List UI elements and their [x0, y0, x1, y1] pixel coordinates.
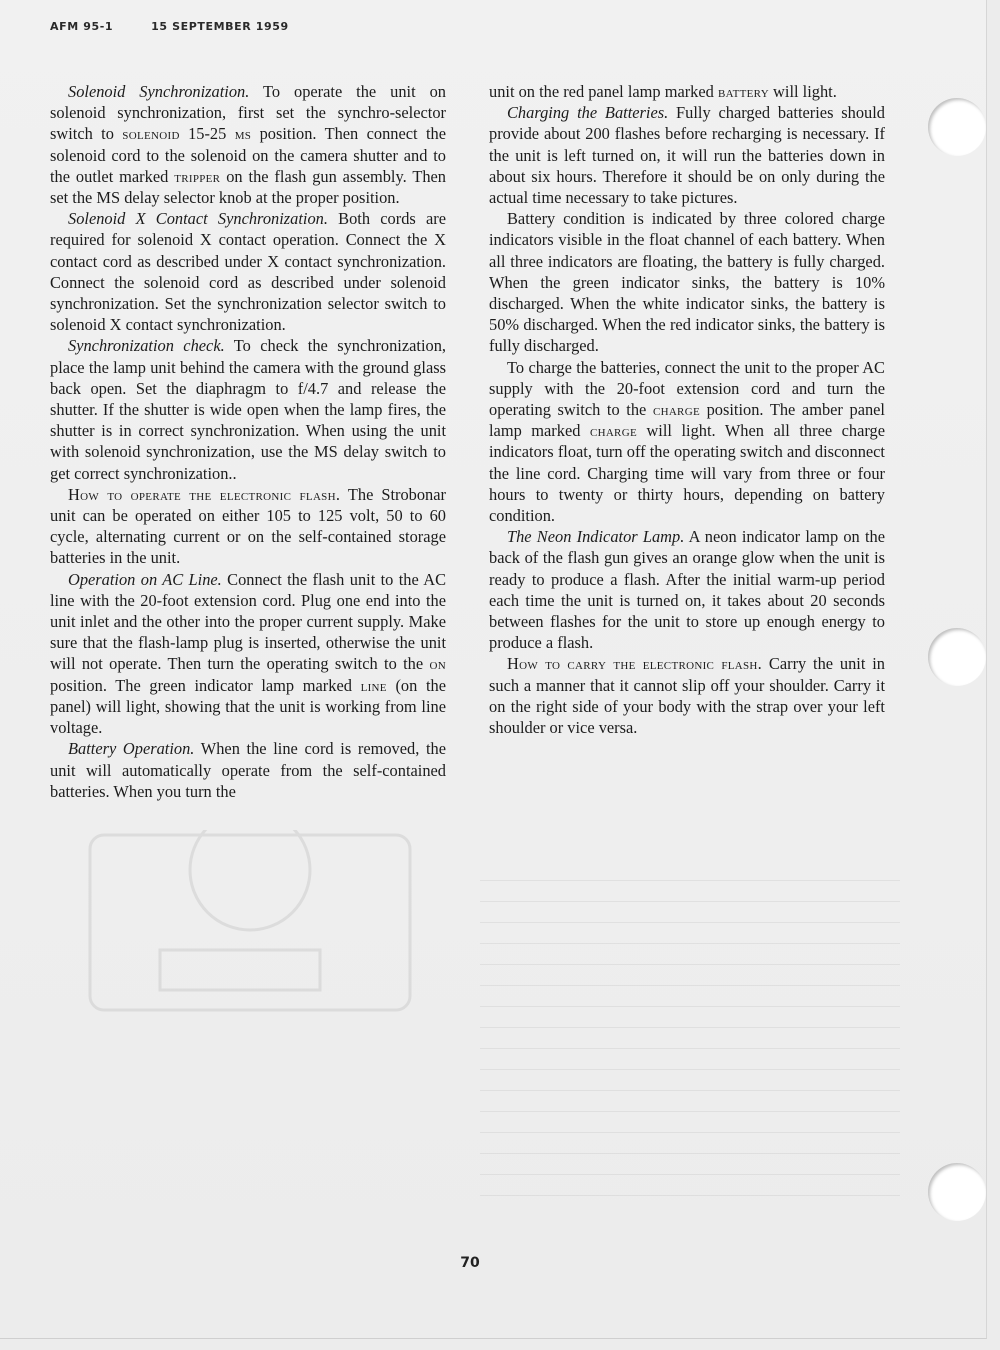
body-text: 15-25: [179, 124, 235, 144]
bleed-through-figure: [60, 830, 440, 1020]
paragraph-battery-continued: [489, 81, 885, 102]
body-text: To charge the batteries, connect the unit to the proper AC supply with the 20-foot extension cord and turn the operating switch to the: [489, 357, 885, 420]
body-text: A neon indicator lamp on the back of the flash gun gives an orange glow when the unit is ready to produce a flash. After the initial warm-up period each time the unit is turned on, it takes about 20 seconds between flashes for the unit to store up enough energy to produce a flash.: [489, 527, 886, 653]
paragraph-solenoid-x-contact: [50, 208, 446, 335]
small-caps-term: battery: [717, 82, 769, 101]
small-caps-term: line: [360, 675, 387, 695]
paragraph-battery-operation: [50, 738, 446, 802]
run-in-heading: How to operate the electronic flash.: [68, 484, 341, 504]
paragraph-ac-line: [50, 569, 446, 739]
paragraph-how-to-carry: [489, 653, 885, 738]
body-text: will light. When all three charge indicators float, turn off the operating switch and disconnect the line cord. Charging time will vary from three or four hours to twenty or thirty hours, depending on battery condition.: [489, 421, 885, 526]
running-header: [50, 20, 327, 33]
small-caps-term: solenoid: [122, 124, 180, 144]
small-caps-term: tripper: [174, 166, 221, 186]
paragraph-battery-condition: [489, 208, 885, 356]
run-in-heading: Synchronization check.: [68, 336, 225, 356]
run-in-heading: Solenoid X Contact Synchronization.: [68, 209, 328, 229]
body-text: Connect the flash unit to the AC line with the 20-foot extension cord. Plug one end into the unit inlet and the other into the proper current supply. Make sure that the flash-lamp plug is inserted, otherwise the unit will not operate. Then turn the operating switch to the: [50, 569, 446, 674]
paragraph-neon-lamp: [489, 526, 885, 653]
body-text: position. The amber panel lamp marked: [489, 400, 885, 441]
binder-hole: [928, 628, 986, 686]
left-column: [50, 81, 446, 802]
binder-hole: [928, 1163, 986, 1221]
body-text: Both cords are required for solenoid X contact operation. Connect the X contact cord as described under X contact synchronization. Connect the solenoid cord as described under solenoid synchronization. Set the synchronization selector switch to solenoid X contact synchronization.: [50, 209, 446, 335]
run-in-heading: Operation on AC Line.: [68, 569, 222, 589]
run-in-heading: The Neon Indicator Lamp.: [507, 527, 685, 547]
paragraph-solenoid-sync: [50, 81, 446, 208]
body-text: unit on the red panel lamp marked: [489, 82, 718, 101]
body-text: Battery condition is indicated by three colored charge indicators visible in the float channel of each battery. When all three indicators are floating, the battery is fully charged. When the green indicator sinks, the battery is 10% discharged. When the white indicator sinks, the battery is 50% discharged. When the red indicator sinks, the battery is fully discharged.: [489, 209, 885, 356]
run-in-heading: Charging the Batteries.: [507, 103, 669, 123]
body-text: Carry the unit in such a manner that it cannot slip off your shoulder. Carry it on the right side of your body with the strap over your left shoulder or vice versa.: [489, 654, 885, 738]
small-caps-term: charge: [652, 400, 700, 420]
body-text: position. Then connect the solenoid cord to the solenoid on the camera shutter and to the outlet marked: [50, 124, 446, 186]
manual-number: AFM 95-1: [50, 20, 114, 33]
small-caps-term: ms: [234, 124, 252, 144]
run-in-heading: Battery Operation.: [68, 739, 195, 759]
body-text: When the line cord is removed, the unit will automatically operate from the self-contained batteries. When you turn the: [50, 739, 446, 801]
binder-hole: [928, 98, 986, 156]
header-date: 15 SEPTEMBER 1959: [151, 20, 289, 33]
small-caps-term: charge: [589, 421, 637, 441]
page-number: 70: [460, 1255, 480, 1271]
body-text: (on the panel) will light, showing that the unit is working from line voltage.: [50, 675, 446, 738]
body-text: on the flash gun assembly. Then set the MS delay selector knob at the proper position.: [50, 166, 446, 208]
paragraph-charging: [489, 102, 885, 208]
small-caps-term: on: [429, 654, 446, 674]
paragraph-to-charge: [489, 357, 885, 527]
body-text: position. The green indicator lamp marked: [50, 675, 361, 695]
paragraph-sync-check: [50, 335, 446, 483]
body-text: will light.: [768, 82, 837, 101]
right-column: [489, 81, 885, 738]
run-in-heading: Solenoid Synchronization.: [68, 82, 250, 101]
paragraph-how-to-operate: [50, 484, 446, 569]
body-text: The Strobonar unit can be operated on either 105 to 125 volt, 50 to 60 cycle, alternating current or on the self-contained storage batteries in the unit.: [50, 484, 446, 568]
body-text: To check the synchronization, place the lamp unit behind the camera with the ground glass back open. Set the diaphragm to f/4.7 and release the shutter. If the shutter is wide open when the lamp fires, the shutter is in correct synchronization. When using the unit with solenoid synchronization, use the MS delay switch to get correct synchronization..: [50, 336, 446, 483]
bleed-through-text: [480, 880, 900, 1210]
body-text: Fully charged batteries should provide about 200 flashes before recharging is necessary. If the unit is left turned on, it will run the batteries down in about six hours. Therefore it should be on only during the actual time necessary to take pictures.: [489, 103, 885, 208]
run-in-heading: How to carry the electronic flash.: [507, 654, 763, 674]
body-text: To operate the unit on solenoid synchronization, first set the synchro-selector switch to: [50, 82, 446, 144]
